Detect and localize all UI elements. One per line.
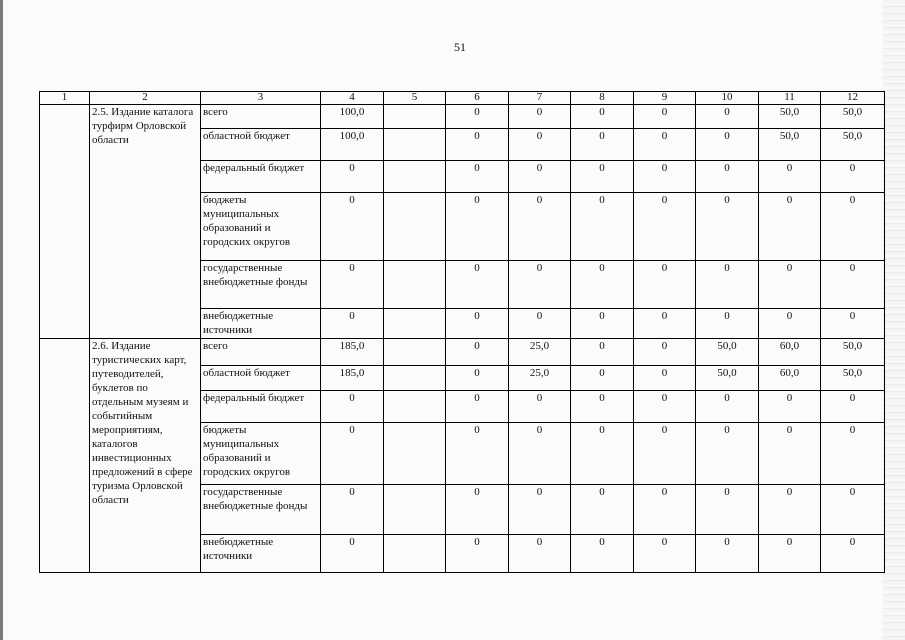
funding-source-cell: федеральный бюджет: [201, 391, 321, 423]
column-header: 2: [90, 92, 201, 105]
value-cell: 0: [446, 485, 509, 535]
value-cell: [384, 309, 446, 339]
value-cell: 0: [759, 309, 821, 339]
value-cell: [384, 129, 446, 161]
value-cell: 0: [571, 161, 634, 193]
value-cell: 0: [446, 261, 509, 309]
scan-right-edge-noise: [883, 0, 905, 640]
value-cell: 50,0: [696, 366, 759, 391]
value-cell: 0: [821, 261, 885, 309]
value-cell: 0: [696, 193, 759, 261]
value-cell: [384, 391, 446, 423]
value-cell: 0: [696, 423, 759, 485]
value-cell: 0: [446, 105, 509, 129]
value-cell: 0: [696, 535, 759, 573]
value-cell: 50,0: [821, 105, 885, 129]
funding-source-cell: внебюджетные источники: [201, 309, 321, 339]
row-index-cell: [40, 105, 90, 339]
value-cell: 0: [634, 423, 696, 485]
column-header: 10: [696, 92, 759, 105]
value-cell: 0: [696, 485, 759, 535]
activity-title-cell: 2.6. Издание туристических карт, путеводителей, буклетов по отдельным музеям и событийным мероприятиям, каталогов инвестиционных предложений в сфере туризма Орловской области: [90, 339, 201, 573]
value-cell: 0: [571, 535, 634, 573]
value-cell: 50,0: [821, 366, 885, 391]
value-cell: 185,0: [321, 339, 384, 366]
value-cell: 0: [571, 485, 634, 535]
value-cell: [384, 366, 446, 391]
table-row: [40, 339, 885, 366]
value-cell: 0: [571, 309, 634, 339]
value-cell: 0: [321, 261, 384, 309]
value-cell: [384, 261, 446, 309]
column-header: 4: [321, 92, 384, 105]
value-cell: 0: [821, 485, 885, 535]
scan-left-edge: [0, 0, 3, 640]
value-cell: 100,0: [321, 129, 384, 161]
value-cell: 0: [634, 485, 696, 535]
value-cell: 0: [571, 261, 634, 309]
value-cell: 0: [821, 161, 885, 193]
value-cell: 0: [446, 339, 509, 366]
column-header: 1: [40, 92, 90, 105]
value-cell: 0: [696, 129, 759, 161]
value-cell: 0: [759, 161, 821, 193]
funding-table: [39, 91, 885, 573]
value-cell: 0: [571, 105, 634, 129]
value-cell: 0: [571, 423, 634, 485]
value-cell: [384, 423, 446, 485]
value-cell: 25,0: [509, 339, 571, 366]
value-cell: 0: [509, 485, 571, 535]
value-cell: 0: [509, 129, 571, 161]
value-cell: 0: [509, 105, 571, 129]
value-cell: 60,0: [759, 339, 821, 366]
value-cell: 0: [509, 161, 571, 193]
value-cell: 0: [696, 161, 759, 193]
value-cell: [384, 193, 446, 261]
value-cell: 0: [509, 261, 571, 309]
value-cell: 0: [321, 193, 384, 261]
value-cell: 0: [634, 535, 696, 573]
value-cell: 0: [821, 309, 885, 339]
value-cell: 0: [634, 366, 696, 391]
value-cell: 50,0: [759, 129, 821, 161]
value-cell: 0: [696, 391, 759, 423]
value-cell: 0: [634, 261, 696, 309]
value-cell: 0: [696, 309, 759, 339]
value-cell: [384, 105, 446, 129]
value-cell: 50,0: [696, 339, 759, 366]
value-cell: 0: [446, 535, 509, 573]
value-cell: 0: [321, 485, 384, 535]
funding-source-cell: областной бюджет: [201, 366, 321, 391]
value-cell: 0: [634, 339, 696, 366]
value-cell: 50,0: [759, 105, 821, 129]
value-cell: 0: [759, 261, 821, 309]
value-cell: 0: [446, 309, 509, 339]
value-cell: 0: [321, 391, 384, 423]
funding-source-cell: федеральный бюджет: [201, 161, 321, 193]
column-header: 3: [201, 92, 321, 105]
value-cell: [384, 339, 446, 366]
value-cell: 25,0: [509, 366, 571, 391]
column-header: 8: [571, 92, 634, 105]
value-cell: 0: [321, 309, 384, 339]
table-row: [40, 105, 885, 129]
value-cell: 0: [821, 193, 885, 261]
value-cell: 0: [509, 423, 571, 485]
value-cell: 0: [446, 193, 509, 261]
row-index-cell: [40, 339, 90, 573]
value-cell: 50,0: [821, 339, 885, 366]
value-cell: 0: [321, 423, 384, 485]
value-cell: 0: [571, 193, 634, 261]
value-cell: 0: [759, 423, 821, 485]
value-cell: 0: [696, 105, 759, 129]
value-cell: 0: [634, 129, 696, 161]
funding-source-cell: внебюджетные источники: [201, 535, 321, 573]
column-header: 5: [384, 92, 446, 105]
value-cell: 0: [634, 105, 696, 129]
column-header: 9: [634, 92, 696, 105]
value-cell: 0: [446, 366, 509, 391]
value-cell: 0: [571, 391, 634, 423]
value-cell: 0: [571, 366, 634, 391]
value-cell: 0: [571, 339, 634, 366]
value-cell: 0: [509, 193, 571, 261]
value-cell: 0: [446, 161, 509, 193]
value-cell: 0: [821, 391, 885, 423]
value-cell: 0: [696, 261, 759, 309]
value-cell: 0: [634, 309, 696, 339]
column-header: 7: [509, 92, 571, 105]
value-cell: 0: [821, 423, 885, 485]
page-number: 51: [454, 40, 466, 54]
value-cell: 0: [446, 129, 509, 161]
value-cell: 0: [821, 535, 885, 573]
value-cell: 0: [509, 391, 571, 423]
value-cell: 0: [446, 391, 509, 423]
value-cell: 0: [759, 485, 821, 535]
value-cell: 50,0: [821, 129, 885, 161]
value-cell: [384, 485, 446, 535]
value-cell: 0: [634, 391, 696, 423]
funding-source-cell: всего: [201, 105, 321, 129]
value-cell: 0: [509, 535, 571, 573]
value-cell: 0: [634, 161, 696, 193]
column-header: 11: [759, 92, 821, 105]
value-cell: 0: [759, 391, 821, 423]
value-cell: [384, 535, 446, 573]
funding-source-cell: областной бюджет: [201, 129, 321, 161]
funding-source-cell: бюджеты муниципальных образований и городских округов: [201, 193, 321, 261]
column-header: 12: [821, 92, 885, 105]
value-cell: 0: [759, 193, 821, 261]
value-cell: 0: [321, 161, 384, 193]
funding-source-cell: всего: [201, 339, 321, 366]
value-cell: 60,0: [759, 366, 821, 391]
funding-source-cell: бюджеты муниципальных образований и городских округов: [201, 423, 321, 485]
value-cell: 100,0: [321, 105, 384, 129]
value-cell: 0: [634, 193, 696, 261]
column-number-row: [40, 92, 885, 105]
value-cell: 0: [446, 423, 509, 485]
activity-title-cell: 2.5. Издание каталога турфирм Орловской области: [90, 105, 201, 339]
value-cell: [384, 161, 446, 193]
value-cell: 0: [759, 535, 821, 573]
funding-source-cell: государственные внебюджетные фонды: [201, 485, 321, 535]
value-cell: 185,0: [321, 366, 384, 391]
column-header: 6: [446, 92, 509, 105]
value-cell: 0: [571, 129, 634, 161]
value-cell: 0: [509, 309, 571, 339]
funding-source-cell: государственные внебюджетные фонды: [201, 261, 321, 309]
value-cell: 0: [321, 535, 384, 573]
